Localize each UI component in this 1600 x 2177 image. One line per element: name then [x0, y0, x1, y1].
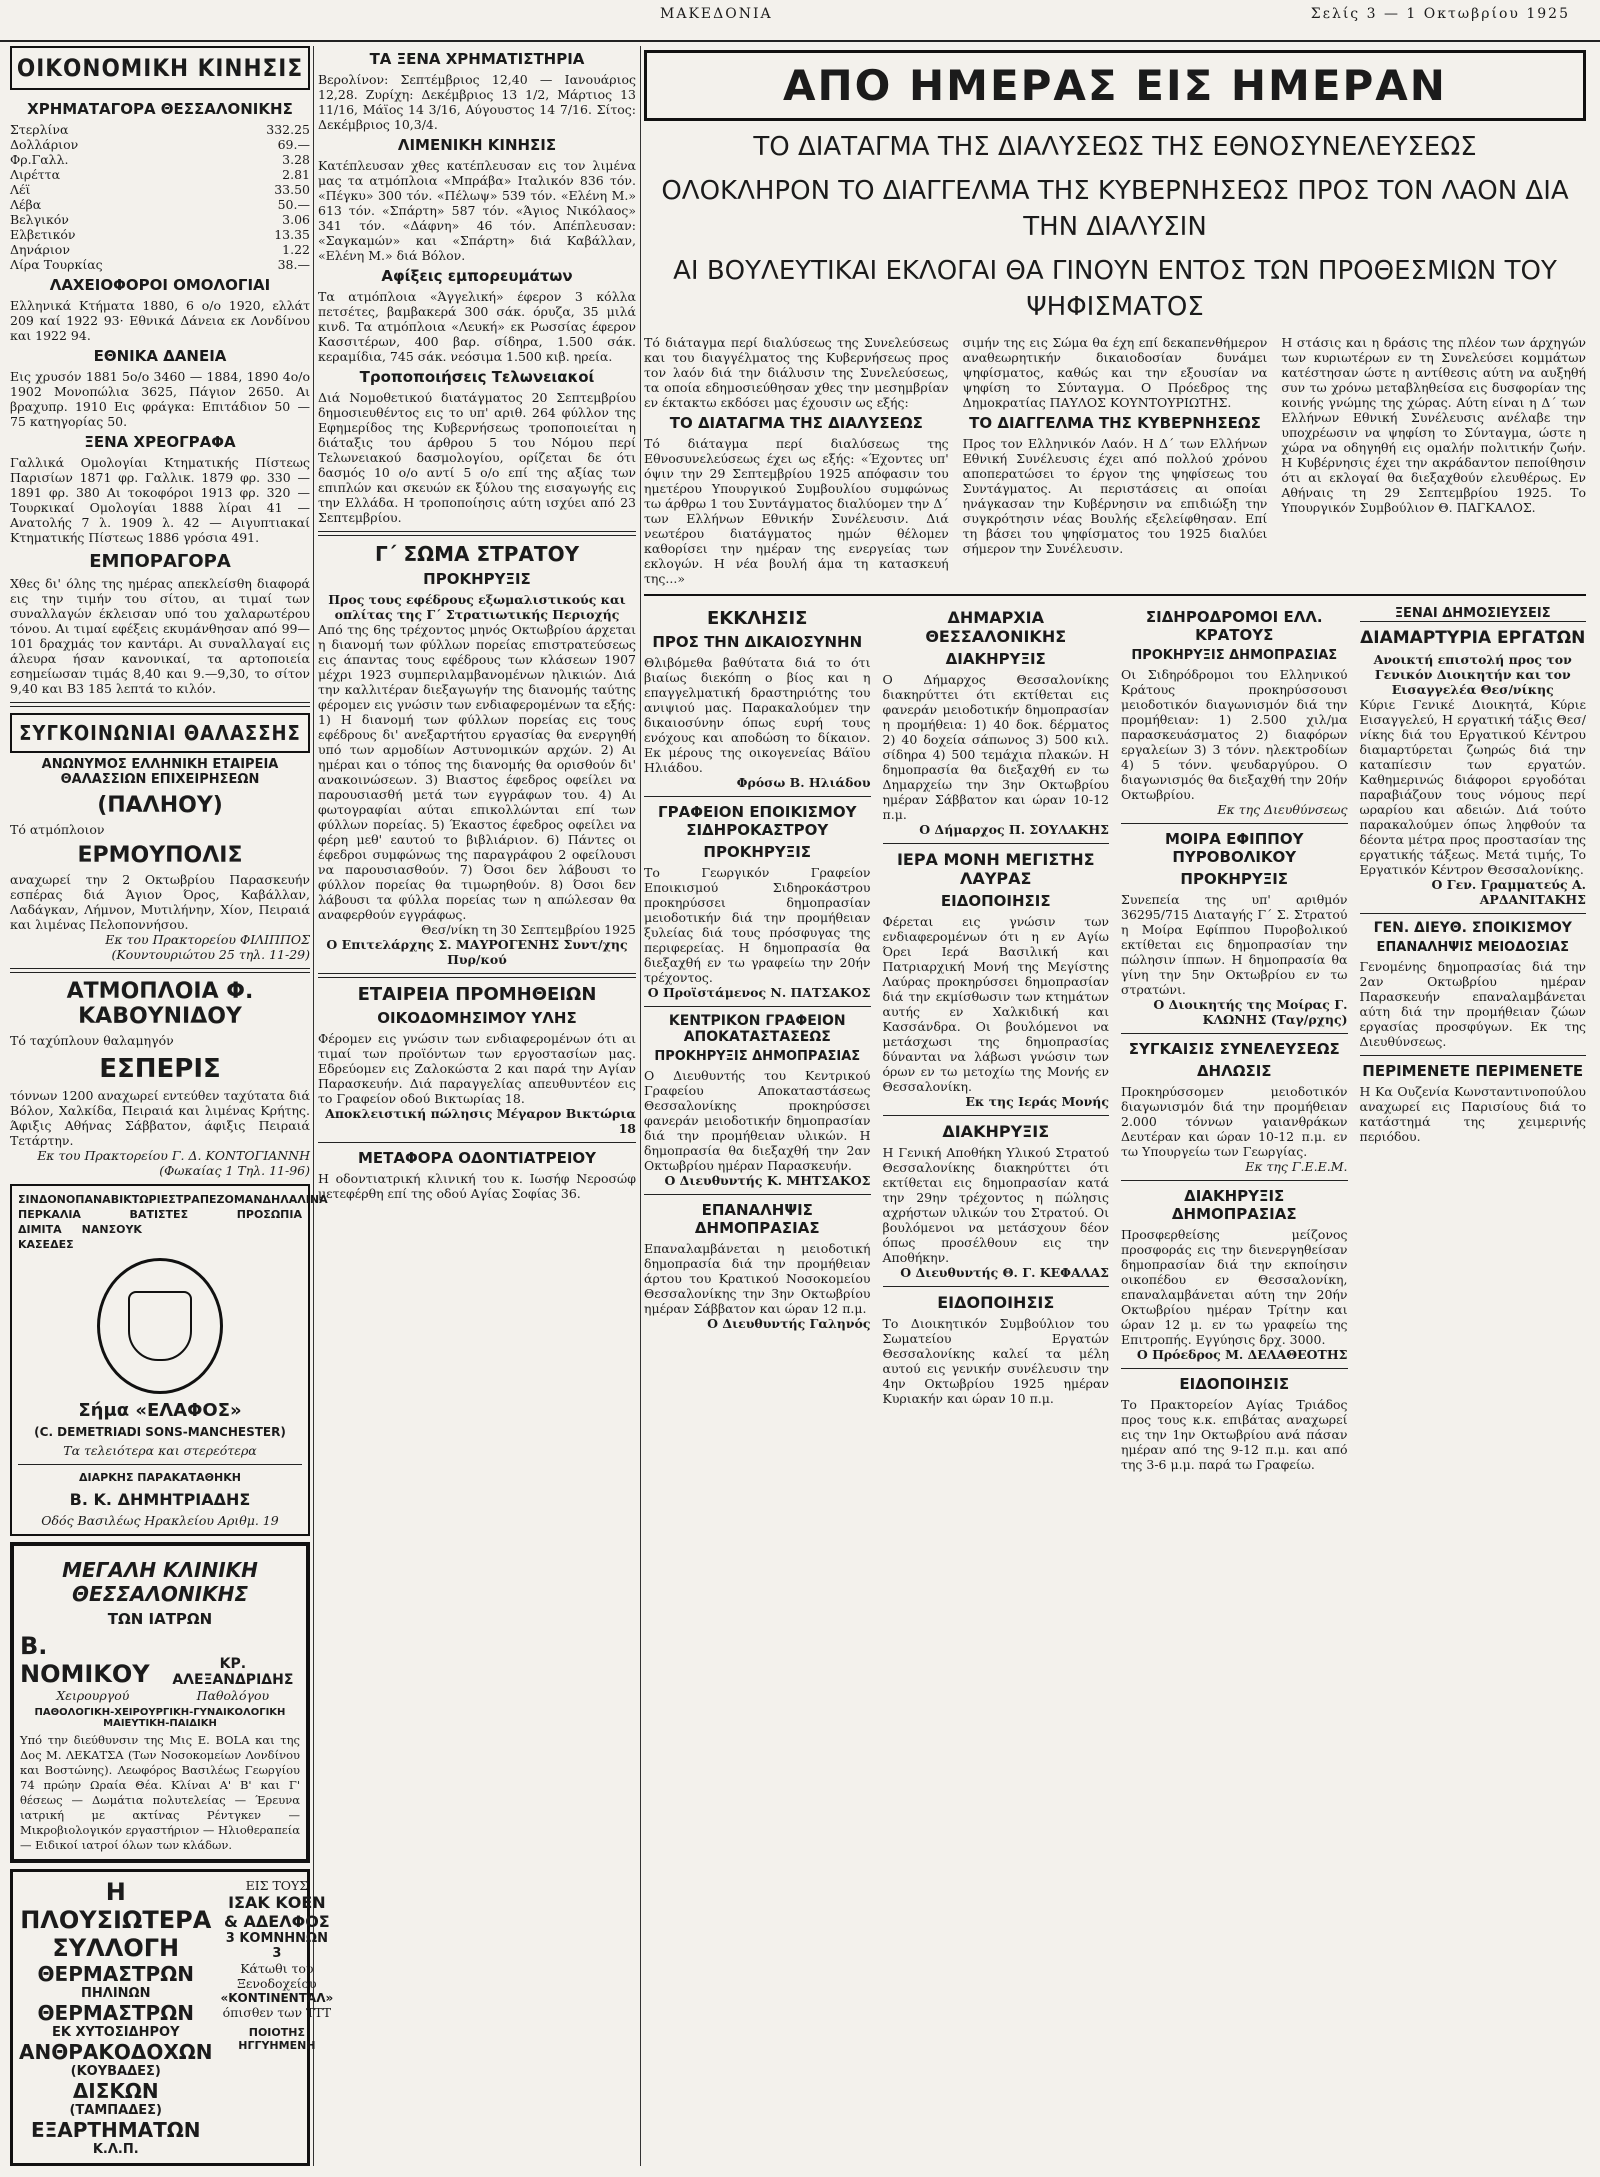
- divider: [318, 973, 636, 978]
- exchange-rates: [10, 122, 310, 272]
- boat-title: ΑΤΜΟΠΛΟΙΑ Φ. ΚΑΒΟΥΝΙΔΟΥ: [66, 979, 254, 1029]
- stove-seller: ΙΣΑΚ ΚΟΕΝ & ΑΔΕΛΦΟΣ: [224, 1893, 330, 1931]
- auction-text: Προσφερθείσης μείζονος προσφοράς εις την διενεργηθείσαν δημοπρασίαν διά την εκποίησιν οικοπέδου εν Θεσσαλονίκη, επαναλαμβάνεται αύτη την 20ήν Οκτωβρίου ημέραν Τρίτην και ώραν 12 μ. εν τω γραφείω της Επιτροπής. Εγγύησις δρχ. 3000.: [1121, 1227, 1348, 1347]
- stove-item: ΑΝΘΡΑΚΟΔΟΧΩΝ: [19, 2040, 213, 2064]
- lead-a: Τό διάταγμα περί διαλύσεως της Συνελεύσεως και του διαγγέλματος της Κυβερνήσεως προς τον λαόν διά την διάλυσιν της Συνελεύσεως, τα οποία εδημοσιεύθησαν χθες την μεσημβρίαν εν έκτακτω εκδόσει μας έχουσιν ως εξής:: [644, 335, 949, 410]
- exchange-rate-row: [10, 242, 310, 257]
- exchange-heading: ΧΡΗΜΑΤΑΓΟΡΑ ΘΕΣΣΑΛΟΝΙΚΗΣ: [27, 100, 293, 118]
- railway-signature: Εκ της Διευθύνσεως: [1217, 802, 1348, 817]
- proclamation-heading: ΤΟ ΔΙΑΓΓΕΛΜΑ ΤΗΣ ΚΥΒΕΡΝΗΣΕΩΣ: [969, 414, 1261, 432]
- economy-split: [10, 96, 310, 696]
- inventory-text: Η Γενική Αποθήκη Υλικού Στρατού Θεσσαλονίκης διακηρύττει ότι εκτίθεται εις δημοπρασίαν κατά την 29ην τρέχοντος η πώλησις αχρήστων υλικών του Στρατού. Οι βουλόμενοι να μετάσχουν δέον όπως προσέλθουν εις την Αποθήκην.: [882, 1145, 1109, 1265]
- divider: [1121, 1368, 1348, 1369]
- divider: [644, 796, 871, 797]
- notice-2-title: ΕΙΔΟΠΟΙΗΣΙΣ: [1179, 1375, 1290, 1393]
- headline-1: ΤΟ ΔΙΑΤΑΓΜΑ ΤΗΣ ΔΙΑΛΥΣΕΩΣ ΤΗΣ ΕΘΝΟΣΥΝΕΛΕΥΣΕΩΣ: [753, 132, 1477, 162]
- army-date: Θεσ/νίκη τη 30 Σεπτεμβρίου 1925: [421, 922, 636, 937]
- exchange-rate-row: [10, 257, 310, 272]
- headline-3: ΑΙ ΒΟΥΛΕΥΤΙΚΑΙ ΕΚΛΟΓΑΙ ΘΑ ΓΙΝΟΥΝ ΕΝΤΟΣ ΤΩΝ ΠΡΟΘΕΣΜΙΩΝ ΤΟΥ ΨΗΦΙΣΜΑΤΟΣ: [673, 256, 1557, 322]
- center-title: ΚΕΝΤΡΙΚΟΝ ΓΡΑΦΕΙΟΝ ΑΠΟΚΑΤΑΣΤΑΣΕΩΣ: [668, 1013, 846, 1045]
- army-subtitle: ΠΡΟΚΗΡΥΞΙΣ: [423, 570, 531, 588]
- assembly-text: Προκηρύσσομεν μειοδοτικόν διαγωνισμόν διά την προμήθειαν 2.000 τόννων γαιανθράκων Δευτέραν και ώραν 10-12 π.μ. εν τω Υπουργείω των Γεωργίας.: [1121, 1084, 1348, 1159]
- stove-item: ΘΕΡΜΑΣΤΡΩΝ: [37, 2001, 194, 2025]
- column-rule: [640, 46, 641, 2166]
- exchange-rate-row: [10, 152, 310, 167]
- currency-name: Δολλάριον: [10, 137, 79, 152]
- currency-value: 33.50: [274, 182, 310, 197]
- currency-name: Δηνάριον: [10, 242, 70, 257]
- divider: [1121, 823, 1348, 824]
- national-loans-heading: ΕΘΝΙΚΑ ΔΑΝΕΙΑ: [93, 347, 227, 365]
- divider: [318, 531, 636, 536]
- currency-name: Λίρα Τουρκίας: [10, 257, 103, 272]
- fabric-item: ΠΡΟΣΩΠΙΑ: [236, 1208, 302, 1221]
- agency-heading: ΔΙΑΡΚΗΣ ΠΑΡΑΚΑΤΑΘΗΚΗ: [79, 1471, 241, 1484]
- economy-left: [10, 96, 310, 696]
- agency-address: Οδός Βασιλέως Ηρακλείου Αριθμ. 19: [41, 1513, 279, 1528]
- notices-col-2: [883, 602, 1110, 1472]
- repeat-signature: Ο Διευθυντής Γαληνός: [707, 1316, 871, 1331]
- settlement-subtitle: ΕΠΑΝΑΛΗΨΙΣ ΜΕΙΟΔΟΣΙΑΣ: [1376, 940, 1569, 955]
- municipality-text: Ο Δήμαρχος Θεσσαλονίκης διακηρύττει ότι εκτίθεται εις φανεράν μειοδοτικήν δημοπρασίαν η προμήθεια: 1) 40 δοκ. δέρματος 2) 40 δοχεία σάπωνος 3) 500 κιλ. σίδηρα 4) 500 τεμάχια πλακών. Η δημοπρασία θα διεξαχθή εν τω Δημαρχείω την 3ην Οκτωβρίου ημέραν Σάββατον και ώραν 10-12 π.μ.: [882, 672, 1109, 822]
- settlement-title: ΓΕΝ. ΔΙΕΥΘ. ΣΠΟΙΚΙΣΜΟΥ: [1373, 920, 1572, 936]
- fabric-item: ΝΑΝΣΟΥΚ: [81, 1223, 142, 1236]
- currency-name: Ελβετικόν: [10, 227, 76, 242]
- foreign-exchange-text: Βερολίνον: Σεπτέμβριος 12,40 — Ιανουάριος 12,28. Ζυρίχη: Δεκέμβριος 13 1/2, Μάρτιος 13 11/16, Μάϊος 14 3/16, Αύγουστος 14 7/16. Σίτος: Δεκέμβριος 10,3/4.: [318, 72, 636, 132]
- notice-2-text: Το Πρακτορείον Αγίας Τριάδος προς τους κ.κ. επιβάτας αναχωρεί εις την 1ην Οκτωβρίου ανά πάσαν ημέραν από της 9-12 π.μ. και από της 3-6 μ.μ. παρά τω Γραφείω.: [1121, 1397, 1348, 1472]
- labor-text: Κύριε Γενικέ Διοικητά, Κύριε Εισαγγελεύ, Η εργατική τάξις Θεσ/νίκης διά του Εργατικού Κέντρου διαμαρτύρεται ζωηρώς διά την καταπίεσιν των εργατών. Καθημερινώς διάφοροι εργοδόται παραβιάζουν τους νόμους περί ωραρίου και αδειών. Διά τούτο παρακαλούμεν όπως ληφθούν τα δέοντα μέτρα προς προστασίαν της εργατικής τάξεως. Μετά τιμής, Το Εργατικόν Κέντρον Θεσσαλονίκης.: [1359, 697, 1586, 877]
- building-subtitle: ΟΙΚΟΔΟΜΗΣΙΜΟΥ ΥΛΗΣ: [377, 1009, 577, 1027]
- monastery-signature: Εκ της Ιεράς Μονής: [965, 1094, 1109, 1109]
- doctor-1-role: Χειρουργού: [56, 1688, 130, 1703]
- bonds-heading: ΛΑΧΕΙΟΦΟΡΟΙ ΟΜΟΛΟΓΙΑΙ: [49, 276, 271, 294]
- divider: [883, 1286, 1110, 1287]
- lead-story: [644, 335, 1586, 586]
- boat-office: Εκ του Πρακτορείου Γ. Δ. ΚΟΝΤΟΓΙΑΝΝΗ (Φωκαίας 1 Τηλ. 11-96): [37, 1148, 310, 1178]
- headline-2: ΟΛΟΚΛΗΡΟΝ ΤΟ ΔΙΑΓΓΕΛΜΑ ΤΗΣ ΚΥΒΕΡΝΗΣΕΩΣ ΠΡΟΣ ΤΟΝ ΛΑΟΝ ΔΙΑ ΤΗΝ ΔΙΑΛΥΣΙΝ: [661, 176, 1569, 242]
- clinic-doctors: [20, 1632, 300, 1703]
- fabric-row: [18, 1207, 302, 1222]
- divider: [883, 843, 1110, 844]
- repeat-text: Επαναλαμβάνεται η μειοδοτική δημοπρασία διά την προμήθειαν άρτου του Κρατικού Νοσοκομείου Θεσσαλονίκης την 3ην Οκτωβρίου ημέραν Σάββατον και ώραν 12 π.μ.: [644, 1241, 871, 1316]
- fabric-item: ΤΡΑΠΕΖΟΜΑΝΔΗΛΑ: [175, 1193, 298, 1206]
- fabric-item: ΛΙΝΑ: [297, 1193, 328, 1206]
- stove-seller-lead: ΕΙΣ ΤΟΥΣ: [245, 1878, 309, 1893]
- dental-title: ΜΕΤΑΦΟΡΑ ΟΔΟΝΤΙΑΤΡΕΙΟΥ: [357, 1149, 597, 1167]
- brand-maker: (C. DEMETRIADI SONS-MANCHESTER): [34, 1425, 286, 1439]
- currency-value: 38.—: [277, 257, 310, 272]
- assembly-title: ΣΥΓΚΑΙΣΙΣ ΣΥΝΕΛΕΥΣΕΩΣ: [1128, 1040, 1340, 1058]
- clinic-title: ΜΕΓΑΛΗ ΚΛΙΝΙΚΗ ΘΕΣΣΑΛΟΝΙΚΗΣ: [62, 1558, 258, 1606]
- inventory-signature: Ο Διευθυντής Θ. Γ. ΚΕΦΑΛΑΣ: [900, 1265, 1109, 1280]
- geo-text: Το Γεωργικόν Γραφείον Εποικισμού Σιδηροκάστρου προκηρύσσει δημοπρασίαν μειοδοτικήν διά την προμήθειαν ξυλείας διά τους πρόσφυγας της περιφερείας. Η δημοπρασία θα διεξαχθή εν τω γραφείω την 20ήν τρέχοντος.: [644, 865, 871, 985]
- notice-title: ΕΙΔΟΠΟΙΗΣΙΣ: [937, 1293, 1055, 1312]
- church-subtitle: ΠΡΟΣ ΤΗΝ ΔΙΚΑΙΟΣΥΝΗΝ: [652, 633, 863, 651]
- ship1-text: αναχωρεί την 2 Οκτωβρίου Παρασκευήν εσπέρας διά Άγιον Όρος, Καβάλλαν, Λαδάγκαν, Λήμνον, Μυτιλήνην, Χίον, Πειραιά και λιμένας Πελοποννήσου.: [10, 872, 310, 932]
- inventory-title: ΔΙΑΚΗΡΥΞΙΣ: [942, 1122, 1050, 1141]
- doctor-1: [20, 1632, 166, 1703]
- exchange-rate-row: [10, 227, 310, 242]
- currency-name: Φρ.Γαλλ.: [10, 152, 69, 167]
- exchange-rate-row: [10, 167, 310, 182]
- notices: [644, 594, 1586, 1472]
- currency-value: 13.35: [274, 227, 310, 242]
- column-rule: [313, 46, 314, 2166]
- decree-text: Τό διάταγμα περί διαλύσεως της Εθνοσυνελεύσεως έχει ως εξής: «Έχοντες υπ' όψιν την 29 Σεπτεμβρίου 1925 απόφασιν του ημετέρου Υπουργικού Συμβουλίου συμφώνως τω άρθρω 1 του Συντάγματος διαλύομεν την Δ΄ των Ελλήνων Εθνικήν Συνέλευσιν. Διά νεωτέρου διατάγματος ημών θέλομεν καθορίσει την ημέραν της ενεργείας των εκλογών. Η νέα βουλή άμα τη κατασκευή της...»: [644, 436, 949, 586]
- stove-item: ΘΕΡΜΑΣΤΡΩΝ: [37, 1962, 194, 1986]
- stove-item: ΕΞΑΡΤΗΜΑΤΩΝ: [30, 2118, 201, 2142]
- boat-text: τόννων 1200 αναχωρεί εντεύθεν ταχύτατα διά Βόλον, Χαλκίδα, Πειραιά και λιμένας Κρήτης. Άφιξις Αθήνας Σάββατον, άφιξις Πειραιά Τετάρτην.: [10, 1088, 310, 1148]
- building-title: ΕΤΑΙΡΕΙΑ ΠΡΟΜΗΘΕΙΩΝ: [357, 984, 597, 1005]
- stove-item: (ΤΑΜΠΑΔΕΣ): [69, 2103, 162, 2118]
- fabric-item: ΒΑΤΙΣΤΕΣ: [129, 1208, 189, 1221]
- municipality-signature: Ο Δήμαρχος Π. ΣΟΥΛΑΚΗΣ: [919, 822, 1109, 837]
- artillery-title: ΜΟΙΡΑ ΕΦΙΠΠΟΥ ΠΥΡΟΒΟΛΙΚΟΥ: [1165, 830, 1304, 866]
- stove-item: ΠΗΛΙΝΩΝ: [81, 1986, 151, 2001]
- geo-subtitle: ΠΡΟΚΗΡΥΞΙΣ: [703, 843, 812, 861]
- labor-signature: Ο Γεν. Γραμματεύς Α. ΑΡΔΑΝΙΤΑΚΗΣ: [1431, 877, 1586, 907]
- dental-text: Η οδοντιατρική κλινική του κ. Ιωσήφ Νεροσώφ μετεφέρθη επί της οδού Αγίας Σοφίας 36.: [318, 1171, 636, 1201]
- masthead: [0, 0, 1600, 42]
- stove-left: [19, 1878, 213, 2157]
- column-economy: [10, 46, 334, 2166]
- brand-name: Σήμα «ΕΛΑΦΟΣ»: [78, 1400, 242, 1421]
- stove-item: Κ.Λ.Π.: [92, 2142, 139, 2157]
- decree-heading: ΤΟ ΔΙΑΤΑΓΜΑ ΤΗΣ ΔΙΑΛΥΣΕΩΣ: [669, 414, 923, 432]
- divider: [318, 1142, 636, 1143]
- geo-title: ΓΡΑΦΕΙΟΝ ΕΠΟΙΚΙΣΜΟΥ ΣΙΔΗΡΟΚΑΣΤΡΟΥ: [658, 803, 857, 839]
- fabric-row: [18, 1222, 302, 1237]
- municipality-subtitle: ΔΙΑΚΗΡΥΞΙΣ: [945, 650, 1046, 668]
- port-heading: ΛΙΜΕΝΙΚΗ ΚΙΝΗΣΙΣ: [397, 136, 557, 154]
- clinic-text: Υπό την διεύθυνσιν της Μις Ε. BOLA και της Δος Μ. ΛΕΚΑΤΣΑ (Των Νοσοκομείων Λονδίνου και Βοστώνης). Λεωφόρος Βασιλέως Γεωργίου 74 πρώην Ωραία Θέα. Κλίναι Α' Β' και Γ' θέσεως — Δωμάτια πολυτελείας — Έρευνα ιατρική με ακτίνας Ρέντγκεν — Μικροβιολογικόν εργαστήριον — Ηλιοθεραπεία — Ειδικοί ιατροί όλων των κλάδων.: [20, 1733, 300, 1852]
- currency-name: Βελγικόν: [10, 212, 69, 227]
- army-text: Από της 6ης τρέχοντος μηνός Οκτωβρίου άρχεται η διανομή των φύλλων πορείας επιστρατεύσεως εις άπαντας τους εφέδρους των κλάσεων 1907 μέχρι 1923 συμπεριλαμβανομένων ηλικιών. Διά την καλλιτέραν διεξαγωγήν της διανομής ταύτης φέρομεν εις γνώσιν των ενδιαφερομένων τα εξής: 1) Η διανομή των φύλλων πορείας εις τους εφέδρους δι' ανεξαρτήτου εργασίας θα ενεργηθή υπό των αρμοδίων Αστυνομικών αρχών. 2) Αι ημέραι και ο τόπος της διανομής θα ορισθούν δι' ανακοινώσεων. 3) Βιαστος έφεδρος οφείλει να παρουσιασθή μετά των εγγράφων του. 4) Αι φωτογραφίαι αύται επικολλώνται επί των φύλλων πορείας. 5) Έκαστος έφεδρος οφείλει να φέρη μεθ' εαυτού το βιβλιάριον. 6) Πάντες οι έφεδροι συμφώνως της παραγράφου 2 οφείλουσι να παρουσιασθούν. 7) Όσοι δεν λάβουσι το φύλλον πορείας θα τιμωρηθούν. 8) Όσοι δεν λάβουσι τα φύλλα πορείας των η απώλεσαν θα αναφερθούν εγγράφως.: [318, 622, 636, 922]
- doctor-1-name: Β. ΝΟΜΙΚΟΥ: [20, 1632, 150, 1688]
- column-news: [644, 50, 1586, 2160]
- currency-name: Λιρέττα: [10, 167, 61, 182]
- doctor-2-name: ΚΡ. ΑΛΕΞΑΝΔΡΙΔΗΣ: [172, 1656, 294, 1688]
- stove-side-note: ΠΟΙΟΤΗΣ ΗΓΓΥΗΜΕΝΗ: [238, 2026, 316, 2052]
- municipality-title: ΔΗΜΑΡΧΙΑ ΘΕΣΣΑΛΟΝΙΚΗΣ: [925, 608, 1067, 646]
- exchange-rate-row: [10, 212, 310, 227]
- foreign-securities-text: Γαλλικά Ομολογίαι Κτηματικής Πίστεως Παρισίων 1871 φρ. Γαλλικ. 1879 φρ. 330 — 1891 φρ. 380 Αι τοκοφόροι 1913 φρ. 320 — Τουρκικαί Ομολογίαι 1888 λίραι 41 — Ανατολής 7 λ. 1909 λ. 42 — Αιγυπτιακαί Κτηματικής Πίστεως 1886 γρόσια 491.: [10, 455, 310, 545]
- arrivals-heading: Αφίξεις εμπορευμάτων: [381, 267, 573, 285]
- boat-name: ΕΣΠΕΡΙΣ: [99, 1054, 221, 1084]
- lead-b: σιμήν της εις Σώμα θα έχη επί δεκαπενθήμερον αναθεωρητικήν δικαιοδοσίαν δυνάμει ψηφίσματος, καθώς και την εξουσίαν να ψηφίση το Σύνταγμα. Ο Πρόεδρος της Δημοκρατίας ΠΑΥΛΟΣ ΚΟΥΝΤΟΥΡΙΩΤΗΣ.: [962, 335, 1268, 410]
- currency-name: Λέϊ: [10, 182, 31, 197]
- building-text: Φέρομεν εις γνώσιν των ενδιαφερομένων ότι αι τιμαί των προϊόντων των εργοστασίων μας. Εδρεύομεν εις Ζαλοκώστα 2 και παρά την Αγίαν Παρασκευήν. Διά παραγγελίας απευθυντέον εις το Γραφείον οδού Βικτωρίας 18.: [318, 1031, 636, 1106]
- auction-title: ΔΙΑΚΗΡΥΞΙΣ ΔΗΜΟΠΡΑΣΙΑΣ: [1171, 1187, 1297, 1223]
- port-text: Κατέπλευσαν χθες κατέπλευσαν εις τον λιμένα μας τα ατμόπλοια «Μπράβα» Ιταλικόν 836 τόν. «Πέγκυ» 300 τόν. «Πέλωψ» 539 τόν. «Ελένη Μ.» 613 τόν. «Σπάρτη» 587 τόν. «Άγιος Νικόλαος» 341 τόν. «Δάφνη» 46 τόν. Απέπλευσαν: «Σαγκαμών» και «Σπάρτη» διά Καβάλλαν, «Ελένη Μ.» διά Βόλον.: [318, 158, 636, 263]
- foreign-notices-title: ΞΕΝΑΙ ΔΗΜΟΣΙΕΥΣΕΙΣ: [1360, 606, 1587, 622]
- clinic-ad: [10, 1542, 310, 1863]
- proclamation-text: Προς τον Ελληνικόν Λαόν. Η Δ΄ των Ελλήνων Εθνική Συνέλευσις έχει από πολλού χρόνου αποπερατώσει το έργον της ψηφίσεως του Συντάγματος. Αι περιστάσεις αι οποίαι ηνάγκασαν την Κυβέρνησιν να επιδιώξη την συγκρότησιν νέας Βουλής εξελείφθησαν. Επί τη βάσει του ψηφίσματος του 1925 διαλύει σήμερον την Συνέλευσιν.: [962, 436, 1268, 556]
- center-text: Ο Διευθυντής του Κεντρικού Γραφείου Αποκαταστάσεως Θεσσαλονίκης προκηρύσσει φανεράν μειοδοτικήν δημοπρασίαν διά την προμήθειαν υλικών. Η δημοπρασία θα διεξαχθή την 2αν Οκτωβρίου ημέραν Παρασκευήν.: [644, 1068, 871, 1173]
- currency-name: Λέβα: [10, 197, 42, 212]
- lead-c: Η στάσις και η δράσις της πλέον των άρχηγών των κυριωτέρων εν τη Συνελεύσει κομμάτων κατέστησαν ώστε η αντίθεσις αύτη να αυξηθή συν τω χρόνω μεταβληθείσα εις δυσφορίαν της κοινής γνώμης της χώρας. Αύτη είναι η Δ΄ των Ελλήνων Εθνική Συνέλευσις ανέλαβε την υποχρέωσιν να ψηφίση το Σύνταγμα, ώστε η χώρα να οδηγηθή εις ομαλήν πολιτικήν ζωήν. Η Κυβέρνησις έχει την ακράδαντον πεποίθησιν ότι αι εκλογαί θα διεξαχθούν ελευθέρως. Εν Αθήναις τη 29 Σεπτεμβρίου 1925. Το Υπουργικόν Συμβούλιον Θ. ΠΑΓΚΑΛΟΣ.: [1281, 335, 1587, 515]
- shipping-title: ΣΥΓΚΟΙΝΩΝΙΑΙ ΘΑΛΑΣΣΗΣ: [10, 713, 310, 753]
- fabric-item: ΠΕΡΚΑΛΙΑ: [18, 1208, 81, 1221]
- lead-col-2: [963, 335, 1268, 586]
- shipping-company: ΑΝΩΝΥΜΟΣ ΕΛΛΗΝΙΚΗ ΕΤΑΙΡΕΙΑ ΘΑΛΑΣΣΙΩΝ ΕΠΙΧΕΙΡΗΣΕΩΝ: [41, 757, 279, 787]
- ship1-lead: Τό ατμόπλοιον: [10, 822, 105, 837]
- exchange-rate-row: [10, 122, 310, 137]
- army-subtitle-2: Προς τους εφέδρους εξωμαλιστικούς και οπλίτας της Γ΄ Στρατιωτικής Περιοχής: [328, 592, 626, 622]
- labor-subtitle: Ανοικτή επιστολή προς τον Γενικόν Διοικητήν και τον Εισαγγελέα Θεσ/νίκης: [1373, 652, 1572, 697]
- section-title-economy: ΟΙΚΟΝΟΜΙΚΗ ΚΙΝΗΣΙΣ: [10, 46, 310, 90]
- currency-name: Στερλίνα: [10, 122, 69, 137]
- currency-value: 332.25: [266, 122, 310, 137]
- exchange-rate-row: [10, 197, 310, 212]
- doctor-2-role: Παθολόγου: [196, 1688, 270, 1703]
- building-signature: Αποκλειστική πώλησις Μέγαρον Βικτώρια 18: [325, 1106, 636, 1136]
- stove-ad: [10, 1869, 334, 2166]
- notices-col-3: [1121, 602, 1348, 1472]
- fabric-row: [18, 1237, 302, 1252]
- fabric-ad: [10, 1184, 328, 1536]
- shipping-company-short: (ΠΑΛΗΟΥ): [97, 793, 223, 818]
- foreign-securities-heading: ΞΕΝΑ ΧΡΕΟΓΡΑΦΑ: [84, 433, 236, 451]
- doctor-2: [166, 1656, 300, 1703]
- bonds-text: Ελληνικά Κτήματα 1880, 6 ο/ο 1920, ελλάτ 209 καί 1922 93· Εθνικά Δάνεια εκ Λονδίνου και 1922 94.: [10, 298, 310, 343]
- exchange-rate-row: [10, 137, 310, 152]
- divider: [1121, 1180, 1348, 1181]
- wait-title: ΠΕΡΙΜΕΝΕΤΕ ΠΕΡΙΜΕΝΕΤΕ: [1362, 1062, 1584, 1080]
- wait-text: Η Κα Ουζενία Κωνσταντινοπούλου αναχωρεί εις Παρισίους διά το κατάστημά της χειμερινής περιόδου.: [1359, 1084, 1586, 1144]
- column-middle: [318, 46, 636, 2166]
- fabric-item: ΚΑΣΕΔΕΣ: [18, 1238, 74, 1251]
- masthead-date: Σελίς 3 — 1 Οκτωβρίου 1925: [1310, 6, 1570, 22]
- church-title: ΕΚΚΛΗΣΙΣ: [707, 608, 808, 629]
- church-signature: Φρόσω Β. Ηλιάδου: [736, 775, 871, 790]
- stove-right: [221, 1878, 334, 2157]
- artillery-text: Συνεπεία της υπ' αριθμόν 36295/715 Διαταγής Γ΄ Σ. Στρατού η Μοίρα Εφίππου Πυροβολικού εκτίθεται εις δημοπρασίαν την πώλησιν ίππων. Η δημοπρασία θα γίνη την 5ην Οκτωβρίου εν τω στρατώνι.: [1121, 892, 1348, 997]
- stove-title: Η ΠΛΟΥΣΙΩΤΕΡΑ ΣΥΛΛΟΓΗ: [20, 1878, 212, 1962]
- stove-address-2: Κάτωθι του Ξενοδοχείου: [237, 1961, 317, 1991]
- currency-value: 50.—: [277, 197, 310, 212]
- stove-item: ΕΚ ΧΥΤΟΣΙΔΗΡΟΥ: [52, 2025, 180, 2040]
- labor-title: ΔΙΑΜΑΡΤΥΡΙΑ ΕΡΓΑΤΩΝ: [1360, 628, 1586, 648]
- geo-signature: Ο Προϊστάμενος Ν. ΠΑΤΣΑΚΟΣ: [647, 985, 871, 1000]
- divider: [644, 1006, 871, 1007]
- market-heading: ΕΜΠΟΡΑΓΟΡΑ: [89, 551, 231, 572]
- church-text: Θλιβόμεθα βαθύτατα διά το ότι βιαίως διεκόπη ο βίος και η επαγγελματική δραστηριότης του ανιψιού μας. Παρακαλούμεν την δικαιοσύνην όπως ευρή τους ενόχους και αποδώση το δίκαιον. Εκ μέρους της οικογενείας Βάϊου Ηλιάδου.: [644, 655, 871, 775]
- boat-lead: Τό ταχύπλουν θαλαμηγόν: [10, 1033, 174, 1048]
- divider: [18, 1464, 302, 1465]
- monastery-title: ΙΕΡΑ ΜΟΝΗ ΜΕΓΙΣΤΗΣ ΛΑΥΡΑΣ: [896, 850, 1095, 888]
- stove-items: [19, 1962, 213, 2157]
- monastery-text: Φέρεται εις γνώσιν των ενδιαφερομένων ότι η εν Αγίω Όρει Ιερά Βασιλική και Πατριαρχική Μονή της Μεγίστης Λαύρας προκηρύσσει δημοπρασίαν διά την εκμίσθωσιν των κτημάτων αυτής εν Χαλκιδική και Κασσάνδρα. Οι βουλόμενοι να μετάσχωσι της δημοπρασίας δύνανται να λάβωσι γνώσιν των όρων εν τω μετοχίω της Μονής εν Θεσσαλονίκη.: [882, 914, 1109, 1094]
- settlement-text: Γενομένης δημοπρασίας διά την 2αν Οκτωβρίου ημέραν Παρασκευήν επαναλαμβάνεται αύτη διά την προμήθειαν ζώων εργασίας προσφύγων. Εκ της Διευθύνσεως.: [1359, 959, 1586, 1049]
- currency-value: 1.22: [282, 242, 310, 257]
- artillery-signature: Ο Διοικητής της Μοίρας Γ. ΚΛΩΝΗΣ (Ταγ/ρχης): [1153, 997, 1348, 1027]
- divider: [10, 702, 310, 707]
- stove-address-3: όπισθεν των ΤΤΤ: [222, 2005, 332, 2020]
- tariff-heading: Τροποποιήσεις Τελωνειακοί: [359, 368, 595, 386]
- lead-col-3: [1281, 335, 1586, 586]
- notice-text: Το Διοικητικόν Συμβούλιον του Σωματείου Εργατών Θεσσαλονίκης καλεί τα μέλη αυτού εις γενικήν συνέλευσιν την 4ην Οκτωβρίου 1925 ημέραν Κυριακήν και ώραν 10 π.μ.: [882, 1316, 1109, 1406]
- center-subtitle: ΠΡΟΚΗΡΥΞΙΣ ΔΗΜΟΠΡΑΣΙΑΣ: [654, 1049, 861, 1064]
- currency-value: 2.81: [282, 167, 310, 182]
- currency-value: 3.06: [282, 212, 310, 227]
- divider: [644, 1194, 871, 1195]
- army-title: Γ΄ ΣΩΜΑ ΣΤΡΑΤΟΥ: [374, 542, 580, 566]
- agency-name: Β. Κ. ΔΗΜΗΤΡΙΑΔΗΣ: [69, 1490, 251, 1509]
- stove-item: ΔΙΣΚΩΝ: [72, 2079, 159, 2103]
- divider: [1121, 1033, 1348, 1034]
- fabric-item: ΣΙΝΔΟΝΟΠΑΝΑ: [18, 1193, 111, 1206]
- assembly-signature: Εκ της Γ.Ε.Ε.Μ.: [1245, 1159, 1348, 1174]
- monastery-subtitle: ΕΙΔΟΠΟΙΗΣΙΣ: [940, 892, 1051, 910]
- market-text: Χθες δι' όλης της ημέρας απεκλείσθη διαφορά εις την τιμήν του σίτου, αι τιμαί των συναλλαγών έκλεισαν υπό του χαλαρωτέρου τόνου. Αι τιμαί εφέξεις εκυμάνθησαν από 99—101 δραχμάς τον καντάρι. Αι συναλλαγαί εις άλευρα ήσαν κανονικαί, τα αρτοποιεία εσημείωσαν τιμάς 8,40 και 9.—9,30, το σίτον 9,40 και Β3 185 λεπτά το κιλόν.: [10, 576, 310, 696]
- masthead-title: ΜΑΚΕΔΟΝΙΑ: [660, 6, 773, 22]
- railway-subtitle: ΠΡΟΚΗΡΥΞΙΣ ΔΗΜΟΠΡΑΣΙΑΣ: [1131, 648, 1338, 663]
- stove-hotel: «ΚΟΝΤΙΝΕΝΤΑΛ»: [220, 1991, 334, 2005]
- divider: [883, 1115, 1110, 1116]
- ship1-name: ΕΡΜΟΥΠΟΛΙΣ: [77, 843, 243, 868]
- section-banner: ΑΠΟ ΗΜΕΡΑΣ ΕΙΣ ΗΜΕΡΑΝ: [644, 50, 1586, 121]
- divider: [10, 968, 310, 973]
- notices-col-4: [1360, 602, 1587, 1472]
- center-signature: Ο Διευθυντής Κ. ΜΗΤΣΑΚΟΣ: [664, 1173, 871, 1188]
- clinic-subtitle: ΤΩΝ ΙΑΤΡΩΝ: [107, 1610, 213, 1628]
- lead-col-1: [644, 335, 949, 586]
- fabric-item: ΔΙΜΙΤΑ: [18, 1223, 62, 1236]
- stove-item: (ΚΟΥΒΑΔΕΣ): [70, 2064, 161, 2079]
- fabric-item: ΒΙΚΤΩΡΙΕΣ: [110, 1193, 176, 1206]
- exchange-rate-row: [10, 182, 310, 197]
- deer-logo: [97, 1258, 223, 1394]
- clinic-specialties: ΠΑΘΟΛΟΓΙΚΗ-ΧΕΙΡΟΥΡΓΙΚΗ-ΓΥΝΑΙΚΟΛΟΓΙΚΗ ΜΑΙΕΥΤΙΚΗ-ΠΑΙΔΙΚΗ: [34, 1707, 286, 1729]
- repeat-title: ΕΠΑΝΑΛΗΨΙΣ ΔΗΜΟΠΡΑΣΙΑΣ: [694, 1201, 820, 1237]
- brand-note: Τα τελειότερα και στερεότερα: [63, 1443, 257, 1458]
- notices-col-1: [644, 602, 871, 1472]
- currency-value: 69.—: [277, 137, 310, 152]
- stove-address: 3 ΚΟΜΝΗΝΩΝ 3: [225, 1931, 328, 1961]
- railway-title: ΣΙΔΗΡΟΔΡΟΜΟΙ ΕΛΛ. ΚΡΑΤΟΥΣ: [1145, 608, 1323, 644]
- ship1-office: Εκ του Πρακτορείου ΦΙΛΙΠΠΟΣ (Κουντουριώτου 25 τηλ. 11-29): [105, 932, 310, 962]
- railway-text: Οι Σιδηρόδρομοι του Ελληνικού Κράτους προκηρύσσουσι μειοδοτικόν διαγωνισμόν διά την προμήθειαν: 1) 2.500 χιλ/μα παρασκευάσματος 2) διαφόρων εργαλείων 3) 3 τόνν. ηλεκτροδίων 4) 5 τόνν. ψευδαργύρου. Ο διαγωνισμός θα διεξαχθή την 20ήν Οκτωβρίου.: [1121, 667, 1348, 802]
- tariff-text: Διά Νομοθετικού διατάγματος 20 Σεπτεμβρίου δημοσιευθέντος εις το υπ' αριθ. 264 φύλλον της Εφημερίδος της Κυβερνήσεως τροποποιείται η διάταξις του άρθρου 5 του Νόμου περί Τελωνειακού δασμολογίου, ορίζεται δε ότι δασμός 10 ο/ο αντί 5 ο/ο επί της αξίας των επιπλών και σκευών εκ ξύλου της εισαγωγής εις την Ελλάδα. Η τροποποίησις αύτη ισχύει από 23 Σεπτεμβρίου.: [318, 390, 636, 525]
- army-signature: Ο Επιτελάρχης Σ. ΜΑΥΡΟΓΕΝΗΣ Συντ/χης Πυρ/κού: [326, 937, 628, 967]
- divider: [1360, 1055, 1587, 1056]
- arrivals-text: Τα ατμόπλοια «Άγγελική» έφερον 3 κόλλα πετσέτες, βαμβακερά 300 σάκ. όρυζα, 35 μιλά κινδ. Τα ατμόπλοια «Λευκή» εκ Ρωσσίας έφερον Κασσιτέρων, 400 βαρ. σίδηρα, 1.500 σάκ. κεραμίδια, 745 σάκ. νεόσιμα 1.500 κιβ. ηρεία.: [318, 289, 636, 364]
- divider: [1360, 913, 1587, 914]
- assembly-subtitle: ΔΗΛΩΣΙΣ: [1196, 1062, 1272, 1080]
- currency-value: 3.28: [282, 152, 310, 167]
- foreign-exchange-heading: ΤΑ ΞΕΝΑ ΧΡΗΜΑΤΙΣΤΗΡΙΑ: [369, 50, 585, 68]
- artillery-subtitle: ΠΡΟΚΗΡΥΞΙΣ: [1180, 870, 1289, 888]
- national-loans-text: Εις χρυσόν 1881 5ο/ο 3460 — 1884, 1890 4ο/ο 1902 Μονοπώλια 3625, Πάγιον 2650. Αι βραχυπρ. 1910 Εις φράγκα: Επιτάδιον 50 — 75 κατηγορίας 50.: [10, 369, 310, 429]
- auction-signature: Ο Πρόεδρος Μ. ΔΕΛΑΘΕΟΤΗΣ: [1136, 1347, 1348, 1362]
- fabric-row: [18, 1192, 328, 1207]
